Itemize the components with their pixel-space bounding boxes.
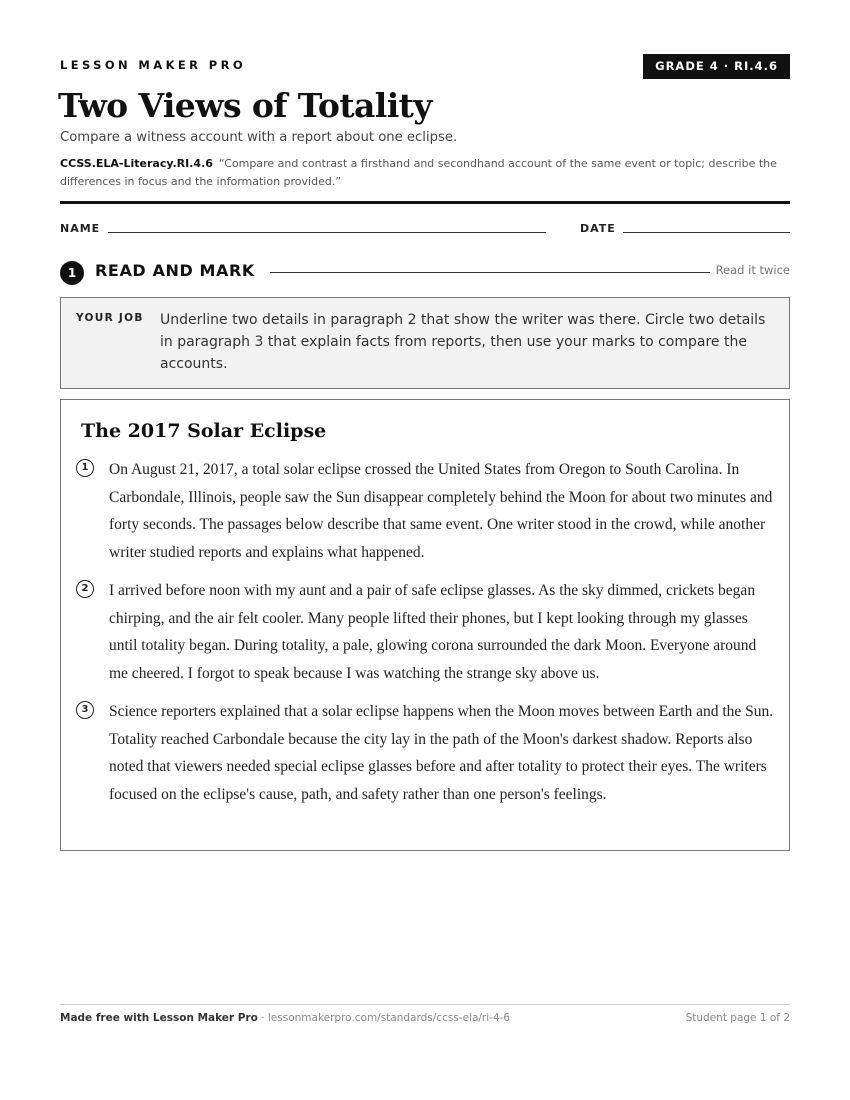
page-subtitle: Compare a witness account with a report about one eclipse. — [60, 130, 458, 145]
page-title: Two Views of Totality — [58, 86, 432, 125]
your-job-box — [60, 297, 790, 389]
standard-code: CCSS.ELA-Literacy.RI.4.6 — [60, 157, 213, 170]
header-divider — [60, 201, 790, 204]
section-hint: Read it twice — [715, 263, 790, 277]
paragraph-number-badge: 1 — [76, 459, 94, 477]
paragraph-text[interactable]: Science reporters explained that a solar eclipse happens when the Moon moves between Earth and the Sun. Totality reached Carbondale because the city lay in the path of the Moon's darkest shadow. Reports also noted that viewers needed special eclipse glasses before and after totality to protect their eyes. The writers focused on the eclipse's cause, path, and safety rather than one person's feelings. — [109, 703, 774, 803]
paragraph-text[interactable]: I arrived before noon with my aunt and a pair of safe eclipse glasses. As the sky dimmed, crickets began chirping, and the air felt cooler. Many people lifted their phones, but I kept looking through my glasses until totality began. During totality, a pale, glowing corona surrounded the dark Moon. Everyone around me cheered. I forgot to speak because I was watching the strange sky above us. — [109, 582, 757, 682]
section-title: READ AND MARK — [95, 261, 255, 280]
footer-credit — [60, 1012, 510, 1024]
footer-url[interactable]: · lessonmakerpro.com/standards/ccss-ela/ri-4-6 — [261, 1012, 511, 1024]
footer-credit-name: Made free with Lesson Maker Pro — [60, 1012, 258, 1024]
reading-passage — [60, 399, 790, 851]
passage-title: The 2017 Solar Eclipse — [81, 420, 327, 442]
date-field[interactable] — [623, 232, 790, 233]
your-job-instructions: Underline two details in paragraph 2 that show the writer was there. Circle two details in paragraph 3 that explain facts from reports, then use your marks to compare the accounts. — [160, 312, 766, 372]
name-field[interactable] — [108, 232, 546, 233]
name-label: NAME — [60, 222, 101, 235]
standard-description — [60, 155, 785, 191]
date-label: DATE — [580, 222, 616, 235]
your-job-label: YOUR JOB — [76, 312, 144, 324]
paragraph-number-badge: 3 — [76, 701, 94, 719]
brand-name: LESSON MAKER PRO — [60, 58, 247, 72]
footer-page-number: Student page 1 of 2 — [685, 1012, 790, 1024]
footer-divider — [60, 1004, 790, 1005]
standard-text: “Compare and contrast a firsthand and secondhand account of the same event or topic; describe the differences in focus and the information provided.” — [60, 157, 777, 188]
section-number-badge: 1 — [60, 261, 84, 285]
section-divider — [270, 272, 710, 273]
paragraph-text[interactable]: On August 21, 2017, a total solar eclipse crossed the United States from Oregon to South Carolina. In Carbondale, Illinois, people saw the Sun disappear completely behind the Moon for about two minutes and forty seconds. The passages below describe that same event. One writer stood in the crowd, while another writer studied reports and explains what happened. — [109, 461, 773, 561]
paragraph-number-badge: 2 — [76, 580, 94, 598]
grade-badge: GRADE 4 · RI.4.6 — [643, 54, 790, 79]
